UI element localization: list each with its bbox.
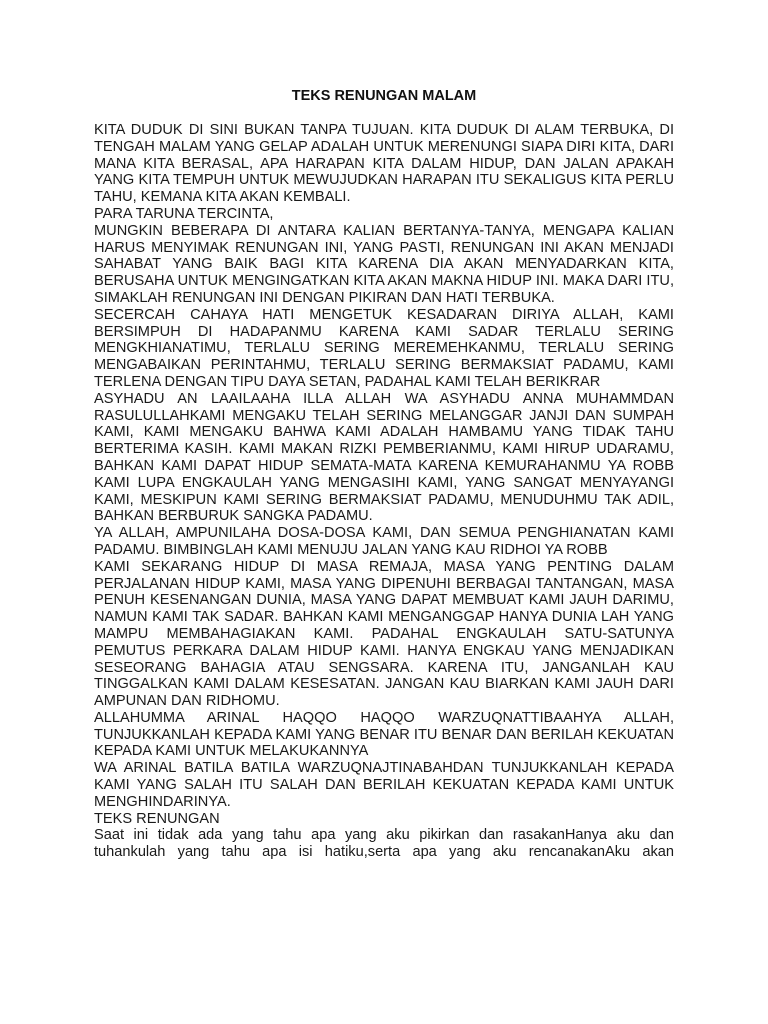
- paragraph: ALLAHUMMA ARINAL HAQQO HAQQO WARZUQNATTIBAAHYA ALLAH, TUNJUKKANLAH KEPADA KAMI YANG BENAR ITU BENAR DAN BERILAH KEKUATAN KEPADA KAMI UNTUK MELAKUKANNYA: [94, 709, 674, 760]
- section-heading: TEKS RENUNGAN: [94, 810, 220, 827]
- page-title: TEKS RENUNGAN MALAM: [291, 88, 477, 104]
- document-body: [94, 122, 674, 861]
- paragraph: YA ALLAH, AMPUNILAHA DOSA-DOSA KAMI, DAN SEMUA PENGHIANATAN KAMI PADAMU. BIMBINGLAH KAMI MENUJU JALAN YANG KAU RIDHOI YA ROBB: [94, 525, 674, 558]
- paragraph: WA ARINAL BATILA BATILA WARZUQNAJTINABAHDAN TUNJUKKANLAH KEPADA KAMI YANG SALAH ITU SALAH DAN BERILAH KEKUATAN KEPADA KAMI UNTUK MENGHINDARINYA.: [94, 760, 674, 810]
- paragraph: ASYHADU AN LAAILAAHA ILLA ALLAH WA ASYHADU ANNA MUHAMMDAN RASULULLAHKAMI MENGAKU TELAH SERING MELANGGAR JANJI DAN SUMPAH KAMI, KAMI MENGAKU BAHWA KAMI ADALAH HAMBAMU YANG TIDAK TAHU BERTERIMA KASIH. KAMI MAKAN RIZKI PEMBERIANMU, KAMI HIRUP UDARAMU, BAHKAN KAMI DAPAT HIDUP SEMATA-MATA KARENA KEMURAHANMU YA ROBB KAMI LUPA ENGKAULAH YANG MENGASIHI KAMI, YANG SANGAT MENYAYANGI KAMI, MESKIPUN KAMI SERING BERMAKSIAT PADAMU, MENUDUHMU TAK ADIL, BAHKAN BERBURUK SANGKA PADAMU.: [94, 390, 674, 525]
- paragraph: KAMI SEKARANG HIDUP DI MASA REMAJA, MASA YANG PENTING DALAM PERJALANAN HIDUP KAMI, MASA YANG DIPENUHI BERBAGAI TANTANGAN, MASA PENUH KESENANGAN DUNIA, MASA YANG DAPAT MEMBUAT KAMI JAUH DARIMU, NAMUN KAMI TAK SADAR. BAHKAN KAMI MENGANGGAP HANYA DUNIA LAH YANG MAMPU MEMBAHAGIAKAN KAMI. PADAHAL ENGKAULAH SATU-SATUNYA PEMUTUS PERKARA DALAM HIDUP KAMI. HANYA ENGKAU YANG MENJADIKAN SESEORANG BAHAGIA ATAU SENGSARA. KARENA ITU, JANGANLAH KAU TINGGALKAN KAMI DALAM KESESATAN. JANGAN KAU BIARKAN KAMI JAUH DARI AMPUNAN DAN RIDHOMU.: [94, 558, 674, 710]
- paragraph: MUNGKIN BEBERAPA DI ANTARA KALIAN BERTANYA-TANYA, MENGAPA KALIAN HARUS MENYIMAK RENUNGAN INI, YANG PASTI, RENUNGAN INI AKAN MENJADI SAHABAT YANG BAIK BAGI KITA KARENA DIA AKAN MENYADARKAN KITA, BERUSAHA UNTUK MENGINGATKAN KITA AKAN MAKNA HIDUP INI. MAKA DARI ITU, SIMAKLAH RENUNGAN INI DENGAN PIKIRAN DAN HATI TERBUKA.: [94, 222, 674, 306]
- paragraph: SECERCAH CAHAYA HATI MENGETUK KESADARAN DIRIYA ALLAH, KAMI BERSIMPUH DI HADAPANMU KARENA KAMI SADAR TERLALU SERING MENGKHIANATIMU, TERLALU SERING MEREMEHKANMU, TERLALU SERING MENGABAIKAN PERINTAHMU, TERLALU SERING BERMAKSIAT PADAMU, KAMI TERLENA DENGAN TIPU DAYA SETAN, PADAHAL KAMI TELAH BERIKRAR: [94, 306, 674, 390]
- paragraph: KITA DUDUK DI SINI BUKAN TANPA TUJUAN. KITA DUDUK DI ALAM TERBUKA, DI TENGAH MALAM YANG GELAP ADALAH UNTUK MERENUNGI SIAPA DIRI KITA, DARI MANA KITA BERASAL, APA HARAPAN KITA DALAM HIDUP, DAN JALAN APAKAH YANG KITA TEMPUH UNTUK MEWUJUDKAN HARAPAN ITU SEKALIGUS KITA PERLU TAHU, KEMANA KITA AKAN KEMBALI.: [94, 122, 674, 206]
- paragraph: Saat ini tidak ada yang tahu apa yang aku pikirkan dan rasakanHanya aku dan tuhankulah yang tahu apa isi hatiku,serta apa yang aku rencanakanAku akan: [94, 827, 674, 861]
- paragraph: PARA TARUNA TERCINTA,: [94, 205, 274, 222]
